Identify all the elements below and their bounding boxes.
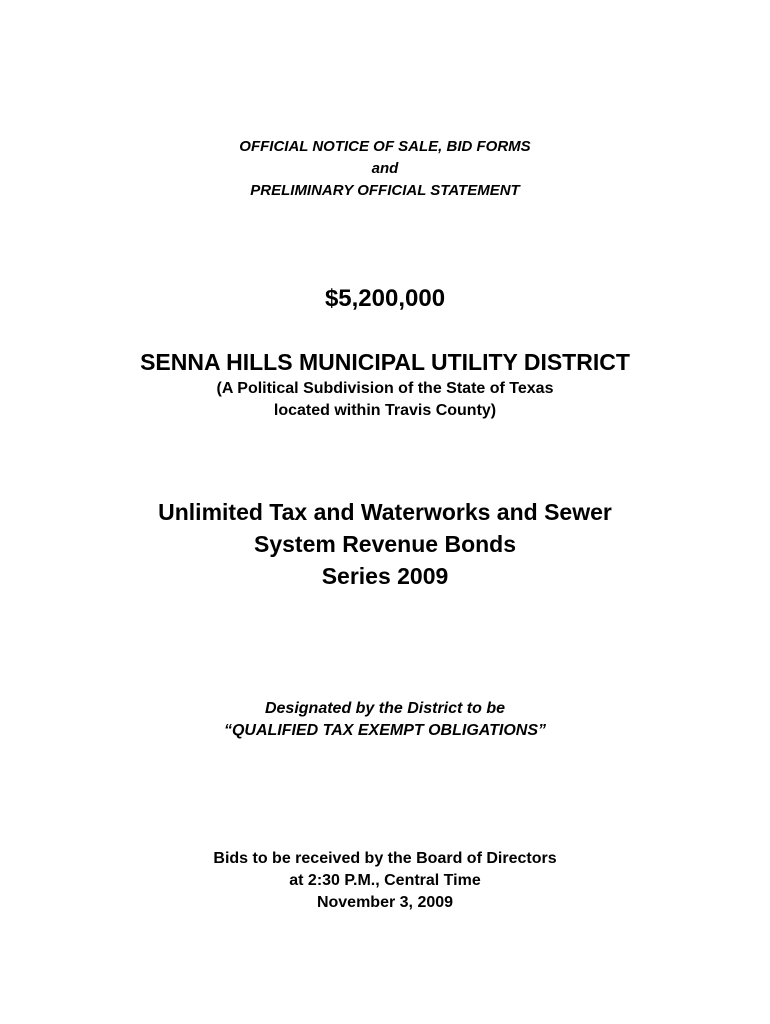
issuer-name: SENNA HILLS MUNICIPAL UTILITY DISTRICT (140, 349, 630, 375)
bids-date: November 3, 2009 (316, 894, 454, 911)
bids-line1: Bids to be received by the Board of Directors (213, 850, 557, 867)
header-title: OFFICIAL NOTICE OF SALE, BID FORMS (239, 138, 531, 155)
designation-line1: Designated by the District to be (264, 700, 506, 717)
issuer-description-line1: (A Political Subdivision of the State of Texas (216, 380, 554, 397)
bond-title-line1: Unlimited Tax and Waterworks and Sewer (158, 499, 612, 525)
header-conjunction: and (371, 160, 399, 177)
bond-amount: $5,200,000 (324, 285, 446, 312)
designation-line2: “QUALIFIED TAX EXEMPT OBLIGATIONS” (223, 722, 547, 739)
header-subtitle: PRELIMINARY OFFICIAL STATEMENT (250, 182, 520, 199)
bond-series: Series 2009 (321, 563, 449, 589)
issuer-description-line2: located within Travis County) (273, 402, 497, 419)
bond-title-line2: System Revenue Bonds (253, 531, 517, 557)
bids-time: at 2:30 P.M., Central Time (289, 872, 481, 889)
